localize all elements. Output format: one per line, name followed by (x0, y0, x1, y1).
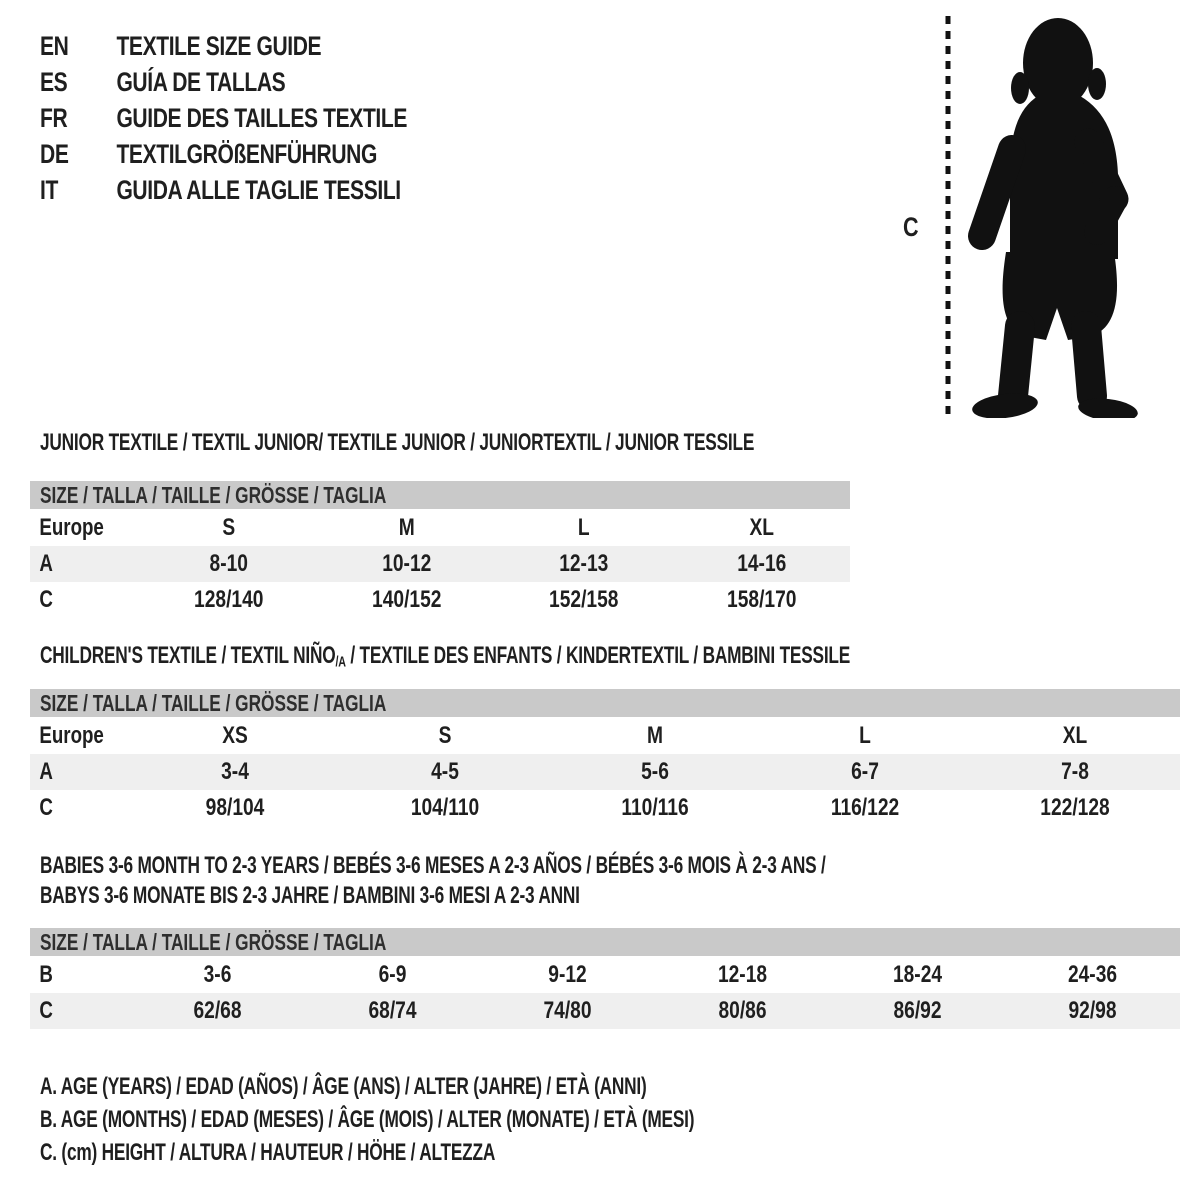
lang-title: TEXTILGRÖßENFÜHRUNG (116, 138, 377, 169)
babies-section-title (40, 851, 826, 911)
height-cell: 98/104 (205, 794, 265, 821)
height-cell: 86/92 (893, 997, 942, 1024)
legend-age-months: B. AGE (MONTHS) / EDAD (MESES) / ÂGE (MOIS) / ALTER (MONATE) / ETÀ (MESI) (40, 1106, 695, 1133)
months-cell: 6-9 (378, 960, 407, 988)
lang-code: FR (40, 102, 68, 133)
lang-row-de (40, 136, 407, 172)
size-header-bar (30, 689, 1180, 717)
size-cell: XL (748, 513, 774, 541)
row-label: Europe (39, 513, 104, 541)
height-cell: 116/122 (830, 794, 900, 821)
lang-title: GUIDE DES TAILLES TEXTILE (116, 102, 408, 133)
junior-size-table (30, 481, 850, 618)
age-cell: 10-12 (381, 550, 431, 577)
table-row (30, 993, 1180, 1029)
size-cell: S (438, 721, 452, 749)
size-cell: M (647, 721, 663, 749)
children-title-sub: /A (335, 654, 346, 671)
height-cell: 80/86 (718, 997, 767, 1024)
row-label: A (39, 758, 53, 785)
height-cell: 122/128 (1040, 794, 1110, 821)
table-row (30, 754, 1180, 790)
lang-title: GUÍA DE TALLAS (116, 66, 286, 97)
size-header-text: SIZE / TALLA / TAILLE / GRÖSSE / TAGLIA (40, 690, 387, 716)
height-cell: 62/68 (193, 997, 242, 1024)
age-cell: 5-6 (641, 758, 669, 785)
months-cell: 12-18 (717, 960, 768, 988)
row-label: C (39, 794, 53, 821)
height-cell: 128/140 (194, 586, 264, 613)
lang-row-en (40, 28, 407, 64)
lang-code: DE (40, 138, 69, 169)
age-cell: 3-4 (221, 758, 249, 785)
months-cell: 3-6 (203, 960, 232, 988)
babies-size-table (30, 928, 1180, 1029)
table-row (30, 582, 850, 618)
legend-height-cm: C. (cm) HEIGHT / ALTURA / HAUTEUR / HÖHE / ALTEZZA (40, 1139, 496, 1166)
lang-code: IT (40, 174, 58, 205)
age-cell: 8-10 (209, 550, 248, 577)
table-row (30, 956, 1180, 993)
height-cell: 68/74 (368, 997, 417, 1024)
babies-title-line1: BABIES 3-6 MONTH TO 2-3 YEARS / BEBÉS 3-6 MESES A 2-3 AÑOS / BÉBÉS 3-6 MOIS À 2-3 ANS / (40, 852, 826, 879)
row-label: Europe (39, 721, 104, 749)
age-cell: 4-5 (431, 758, 459, 785)
height-cell: 158/170 (726, 586, 796, 613)
lang-title: TEXTILE SIZE GUIDE (116, 30, 322, 61)
lang-row-fr (40, 100, 407, 136)
age-cell: 7-8 (1061, 758, 1089, 785)
height-dashed-line (945, 16, 951, 418)
months-cell: 24-36 (1067, 960, 1118, 988)
table-row (30, 546, 850, 582)
height-cell: 74/80 (543, 997, 592, 1024)
months-cell: 9-12 (548, 960, 587, 988)
size-header-text: SIZE / TALLA / TAILLE / GRÖSSE / TAGLIA (40, 929, 387, 955)
height-cell: 140/152 (371, 586, 441, 613)
language-title-list (40, 28, 511, 208)
size-cell: L (859, 721, 871, 749)
toddler-silhouette-icon (960, 14, 1140, 418)
height-measure-label: C (903, 212, 919, 242)
table-row (30, 790, 1180, 826)
table-row (30, 717, 1180, 754)
size-header-text: SIZE / TALLA / TAILLE / GRÖSSE / TAGLIA (40, 482, 387, 508)
row-label: C (39, 997, 53, 1024)
size-header-bar (30, 928, 1180, 956)
age-cell: 12-13 (559, 550, 609, 577)
children-title-pre: CHILDREN'S TEXTILE / TEXTIL NIÑO (40, 642, 336, 669)
lang-title: GUIDA ALLE TAGLIE TESSILI (116, 174, 401, 205)
lang-row-es (40, 64, 407, 100)
size-cell: S (222, 513, 236, 541)
row-label: A (39, 550, 53, 577)
height-cell: 92/98 (1068, 997, 1117, 1024)
lang-code: EN (40, 30, 69, 61)
size-cell: XS (222, 721, 248, 749)
height-cell: 152/158 (549, 586, 619, 613)
height-cell: 110/116 (621, 794, 689, 821)
measure-legend (40, 1070, 949, 1169)
legend-age-years: A. AGE (YEARS) / EDAD (AÑOS) / ÂGE (ANS) / ALTER (JAHRE) / ETÀ (ANNI) (40, 1073, 647, 1100)
size-cell: L (577, 513, 590, 541)
height-cell: 104/110 (410, 794, 480, 821)
size-cell: M (398, 513, 415, 541)
children-section-title (40, 643, 850, 675)
months-cell: 18-24 (892, 960, 943, 988)
babies-title-line2: BABYS 3-6 MONATE BIS 2-3 JAHRE / BAMBINI 3-6 MESI A 2-3 ANNI (40, 882, 580, 909)
row-label: C (39, 586, 53, 613)
size-header-bar (30, 481, 850, 509)
lang-code: ES (40, 66, 68, 97)
lang-row-it (40, 172, 407, 208)
children-title-post: / TEXTILE DES ENFANTS / KINDERTEXTIL / BAMBINI TESSILE (345, 642, 851, 669)
age-cell: 6-7 (851, 758, 879, 785)
junior-section-title: JUNIOR TEXTILE / TEXTIL JUNIOR/ TEXTILE JUNIOR / JUNIORTEXTIL / JUNIOR TESSILE (40, 429, 755, 456)
size-cell: XL (1062, 721, 1088, 749)
table-row (30, 509, 850, 546)
row-label: B (39, 960, 53, 988)
age-cell: 14-16 (736, 550, 786, 577)
children-size-table (30, 689, 1180, 826)
